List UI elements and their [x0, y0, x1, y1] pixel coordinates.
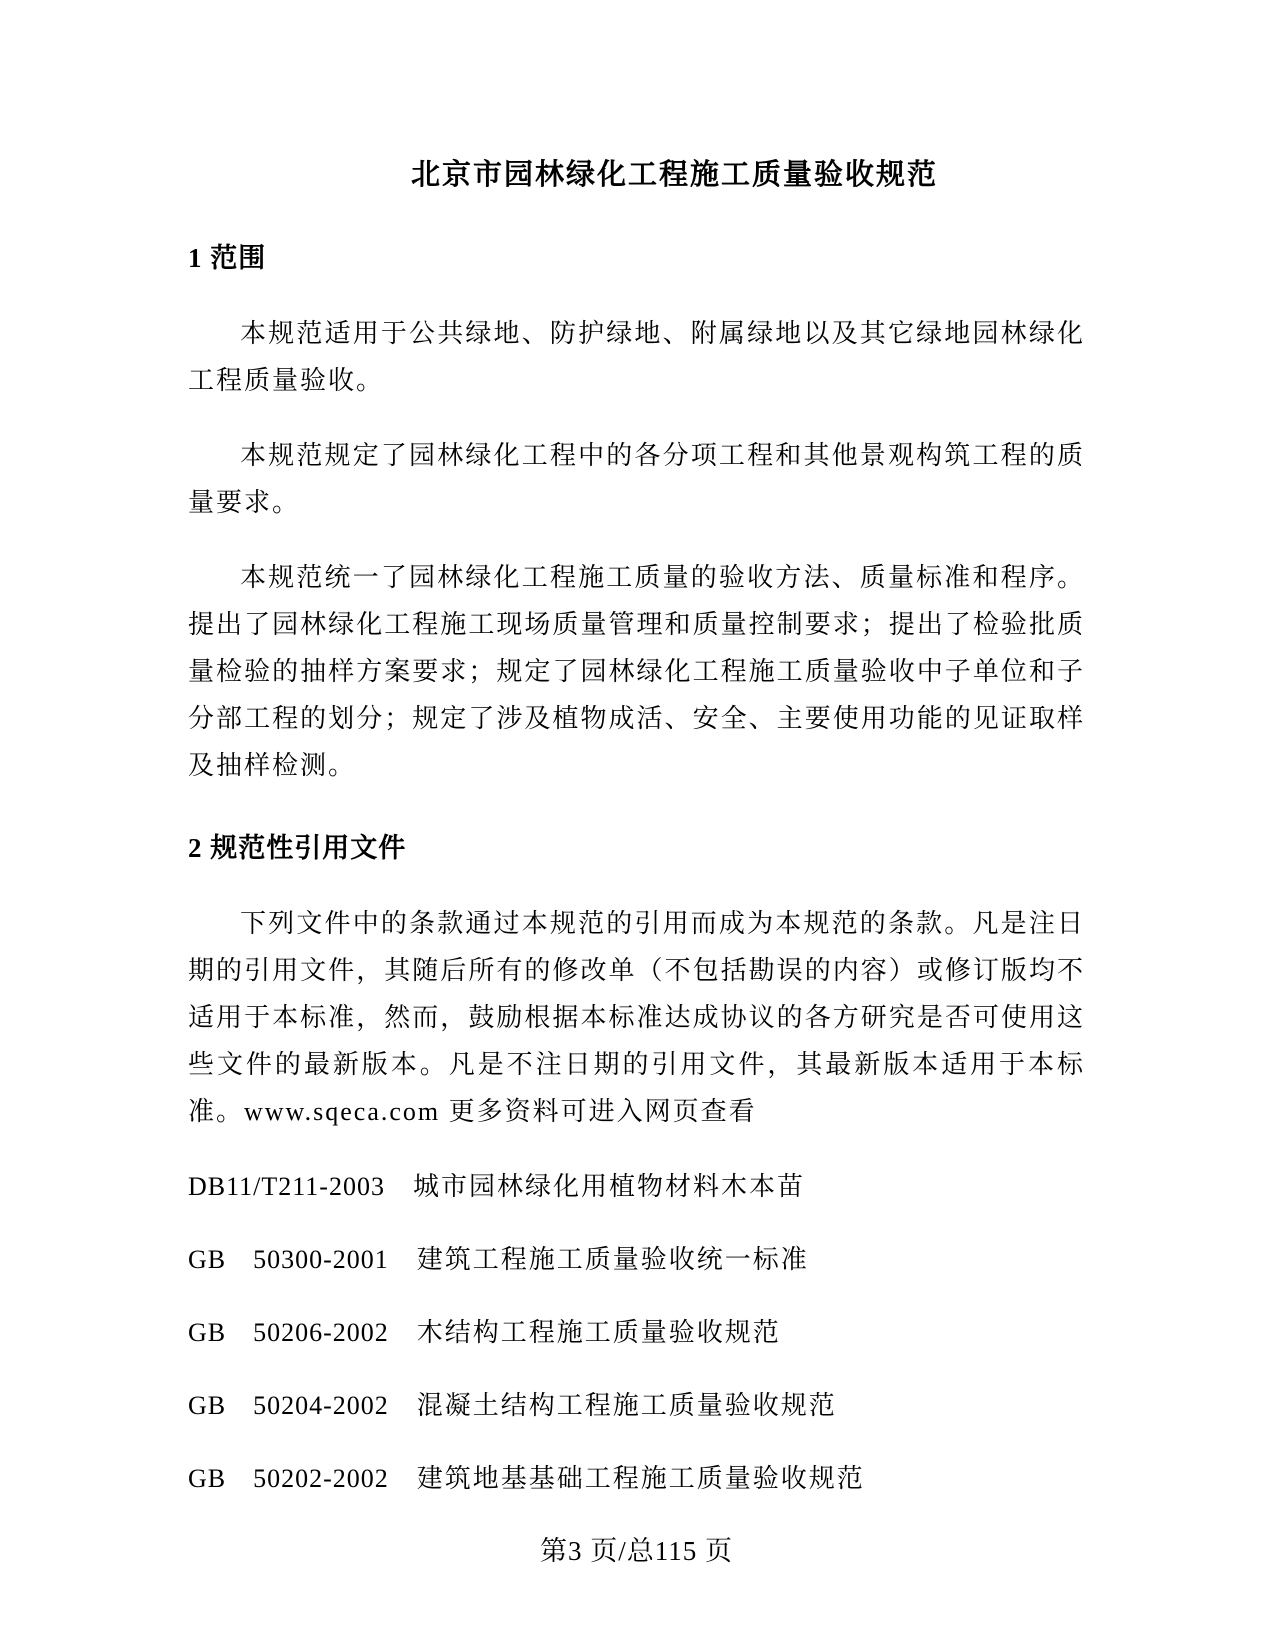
reference-item — [188, 1163, 1085, 1210]
reference-item — [188, 1236, 1085, 1283]
reference-item — [188, 1382, 1085, 1429]
reference-name: 建筑工程施工质量验收统一标准 — [416, 1245, 809, 1274]
reference-item — [188, 1455, 1085, 1502]
section-2-heading: 2 规范性引用文件 — [188, 833, 407, 863]
reference-code: GB 50202-2002 — [188, 1464, 389, 1493]
section-1-paragraph-1: 本规范适用于公共绿地、防护绿地、附属绿地以及其它绿地园林绿化工程质量验收。 — [188, 319, 1085, 395]
page-footer — [188, 1528, 1085, 1575]
reference-code: GB 50206-2002 — [188, 1318, 389, 1347]
reference-code: DB11/T211-2003 — [188, 1172, 385, 1201]
section-1-paragraph-3: 本规范统一了园林绿化工程施工质量的验收方法、质量标准和程序。提出了园林绿化工程施工现场质量管理和质量控制要求；提出了检验批质量检验的抽样方案要求；规定了园林绿化工程施工质量验收中子单位和子分部工程的划分；规定了涉及植物成活、安全、主要使用功能的见证取样及抽样检测。 — [188, 563, 1085, 780]
reference-code: GB 50300-2001 — [188, 1245, 389, 1274]
reference-name: 木结构工程施工质量验收规范 — [416, 1318, 781, 1347]
page-number-text: 第3 页/总115 页 — [540, 1536, 733, 1566]
reference-item — [188, 1309, 1085, 1356]
document-title: 北京市园林绿化工程施工质量验收规范 — [410, 159, 938, 191]
reference-code: GB 50204-2002 — [188, 1391, 389, 1420]
reference-name: 城市园林绿化用植物材料木本苗 — [412, 1172, 805, 1201]
reference-name: 建筑地基基础工程施工质量验收规范 — [416, 1464, 865, 1493]
section-1-heading: 1 范围 — [188, 243, 267, 273]
section-2-paragraph-1: 下列文件中的条款通过本规范的引用而成为本规范的条款。凡是注日期的引用文件，其随后所有的修改单（不包括勘误的内容）或修订版均不适用于本标准，然而，鼓励根据本标准达成协议的各方研究是否可使用这些文件的最新版本。凡是不注日期的引用文件，其最新版本适用于本标准。www.sqeca.com 更多资料可进入网页查看 — [188, 909, 1085, 1126]
reference-name: 混凝土结构工程施工质量验收规范 — [416, 1391, 837, 1420]
section-1-paragraph-2: 本规范规定了园林绿化工程中的各分项工程和其他景观构筑工程的质量要求。 — [188, 441, 1085, 517]
